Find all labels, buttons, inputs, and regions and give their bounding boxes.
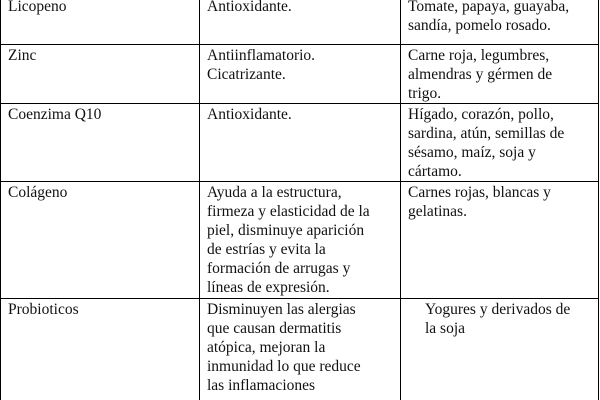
sources-line: Tomate, papaya, guayaba, [408, 0, 570, 15]
function-line: de estrías y evita la [207, 241, 326, 258]
component-cell [1, 299, 200, 400]
component-name: Licopeno [8, 0, 67, 15]
sources-line: trigo. [408, 85, 442, 102]
function-line: líneas de expresión. [207, 279, 330, 296]
component-cell [1, 104, 200, 182]
function-line: Antiinflamatorio. [207, 47, 316, 64]
sources-cell [401, 0, 599, 45]
sources-line: almendras y gérmen de [408, 66, 553, 83]
sources-line: Carne roja, legumbres, [408, 47, 550, 64]
component-name: Probioticos [8, 301, 79, 318]
function-line: firmeza y elasticidad de la [207, 203, 370, 220]
sources-cell [401, 299, 599, 400]
component-cell [1, 45, 200, 104]
function-cell [200, 299, 401, 400]
function-line: que causan dermatitis [207, 320, 342, 337]
sources-line: Hígado, corazón, pollo, [408, 106, 554, 123]
function-line: Antioxidante. [207, 106, 292, 123]
table-row [1, 0, 599, 45]
function-cell [200, 45, 401, 104]
function-line: piel, disminuye aparición [207, 222, 365, 239]
table-row [1, 104, 599, 182]
component-name: Coenzima Q10 [8, 106, 102, 123]
function-line: formación de arrugas y [207, 260, 351, 277]
function-line: atópica, mejoran la [207, 339, 326, 356]
component-cell [1, 182, 200, 299]
component-name: Colágeno [8, 184, 68, 201]
sources-line: Carnes rojas, blancas y [408, 184, 551, 201]
function-line: Antioxidante. [207, 0, 292, 15]
function-cell [200, 0, 401, 45]
sources-line: sardina, atún, semillas de [408, 125, 565, 142]
sources-line: la soja [425, 320, 466, 337]
sources-cell [401, 45, 599, 104]
table-row [1, 182, 599, 299]
function-line: Ayuda a la estructura, [207, 184, 342, 201]
function-line: inmunidad lo que reduce [207, 358, 361, 375]
sources-line: sandía, pomelo rosado. [408, 17, 551, 34]
table-row [1, 299, 599, 400]
function-line: Cicatrizante. [207, 66, 286, 83]
function-line: las inflamaciones [207, 377, 316, 394]
function-line: Disminuyen las alergias [207, 301, 356, 318]
function-cell [200, 104, 401, 182]
table-row [1, 45, 599, 104]
function-cell [200, 182, 401, 299]
sources-line: sésamo, maíz, soja y [408, 144, 536, 161]
sources-cell [401, 104, 599, 182]
component-cell [1, 0, 200, 45]
sources-line: Yogures y derivados de [425, 301, 571, 318]
sources-line: gelatinas. [408, 203, 467, 220]
sources-cell [401, 182, 599, 299]
sources-line: cártamo. [408, 163, 462, 180]
component-name: Zinc [8, 47, 37, 64]
